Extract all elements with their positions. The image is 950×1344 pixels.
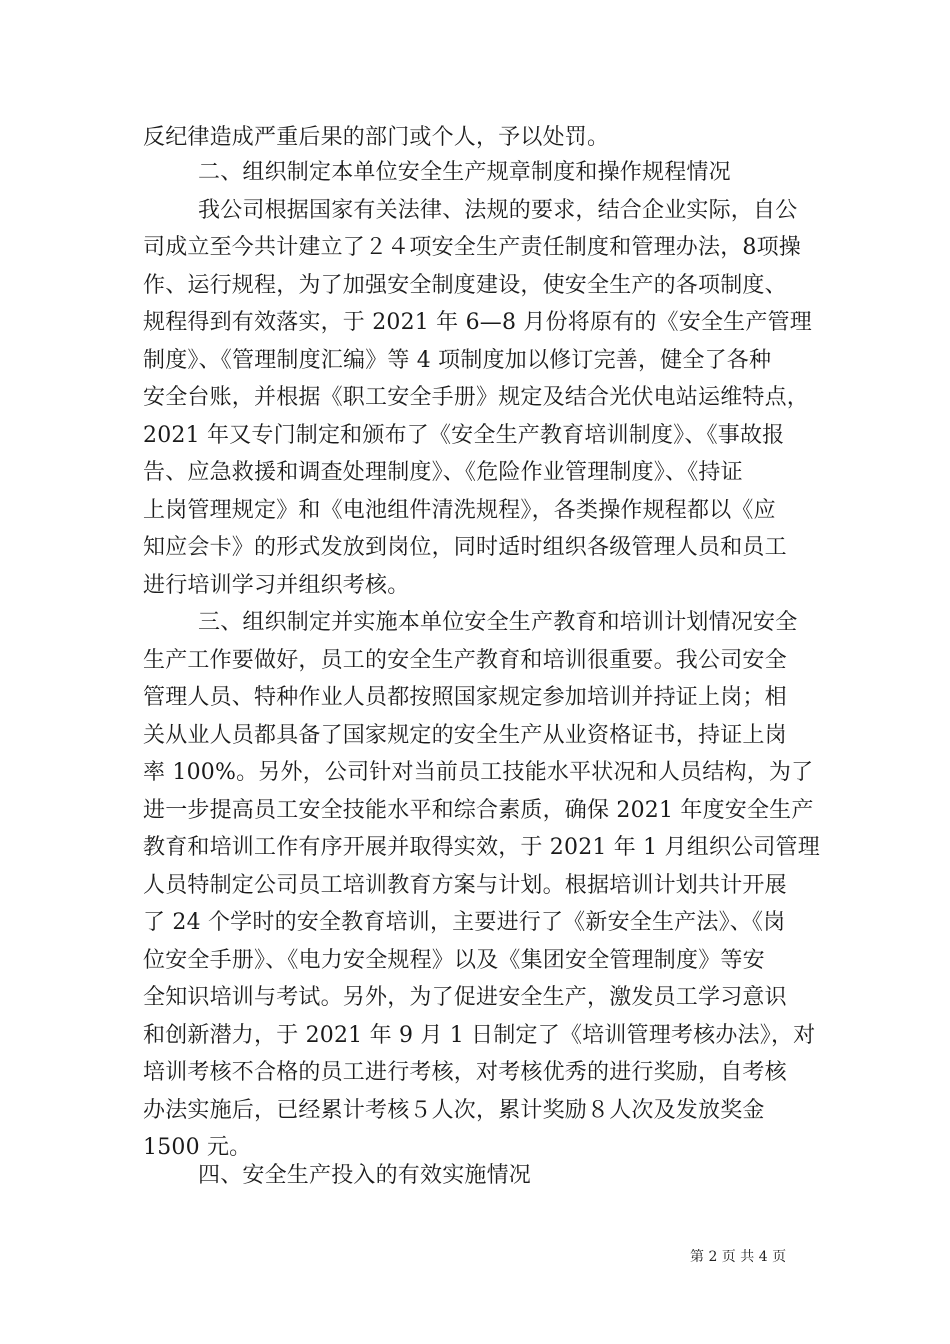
section-heading-2: 二、组织制定本单位安全生产规章制度和操作规程情况 — [198, 160, 731, 185]
text-line: 位安全手册》、《电力安全规程》以及《集团安全管理制度》等安 — [143, 948, 765, 973]
text-line: 1500 元。 — [143, 1135, 252, 1160]
text-line: 制度》、《管理制度汇编》等 4 项制度加以修订完善，健全了各种 — [143, 348, 772, 373]
text-line: 了 24 个学时的安全教育培训，主要进行了《新安全生产法》、《岗 — [143, 910, 786, 935]
text-line: 进一步提高员工安全技能水平和综合素质，确保 2021 年度安全生产 — [143, 798, 814, 823]
text-line: 安全台账，并根据《职工安全手册》规定及结合光伏电站运维特点， — [143, 385, 810, 410]
text-line: 教育和培训工作有序开展并取得实效，于 2021 年 1 月组织公司管理 — [143, 835, 820, 860]
text-line: 人员特制定公司员工培训教育方案与计划。根据培训计划共计开展 — [143, 873, 787, 898]
text-line: 生产工作要做好，员工的安全生产教育和培训很重要。我公司安全 — [143, 648, 787, 673]
text-line: 2021 年又专门制定和颁布了《安全生产教育培训制度》、《事故报 — [143, 423, 785, 448]
section-heading-4: 四、安全生产投入的有效实施情况 — [198, 1163, 532, 1188]
text-line: 率 100%。另外，公司针对当前员工技能水平状况和人员结构，为了 — [143, 760, 814, 785]
text-line: 关从业人员都具备了国家规定的安全生产从业资格证书，持证上岗 — [143, 723, 787, 748]
text-line: 告、应急救援和调查处理制度》、《危险作业管理制度》、《持证 — [143, 460, 743, 485]
text-line: 和创新潜力，于 2021 年 9 月 1 日制定了《培训管理考核办法》，对 — [143, 1023, 816, 1048]
text-line: 作、运行规程，为了加强安全制度建设，使安全生产的各项制度、 — [143, 273, 787, 298]
section-heading-3: 三、组织制定并实施本单位安全生产教育和培训计划情况安全 — [198, 610, 798, 635]
text-line: 进行培训学习并组织考核。 — [143, 573, 410, 598]
text-line: 上岗管理规定》和《电池组件清洗规程》，各类操作规程都以《应 — [143, 498, 776, 523]
text-line: 全知识培训与考试。另外，为了促进安全生产，激发员工学习意识 — [143, 985, 787, 1010]
text-line: 我公司根据国家有关法律、法规的要求，结合企业实际，自公 — [198, 198, 798, 223]
text-line: 反纪律造成严重后果的部门或个人，予以处罚。 — [143, 125, 610, 150]
text-line: 规程得到有效落实，于 2021 年 6—8 月份将原有的《安全生产管理 — [143, 310, 812, 335]
text-line: 培训考核不合格的员工进行考核，对考核优秀的进行奖励，自考核 — [143, 1060, 787, 1085]
text-line: 办法实施后，已经累计考核５人次，累计奖励８人次及发放奖金 — [143, 1098, 765, 1123]
text-line: 司成立至今共计建立了２４项安全生产责任制度和管理办法，8项操 — [143, 235, 801, 260]
text-line: 知应会卡》的形式发放到岗位，同时适时组织各级管理人员和员工 — [143, 535, 787, 560]
text-line: 管理人员、特种作业人员都按照国家规定参加培训并持证上岗；相 — [143, 685, 787, 710]
page-number: 第 2 页 共 4 页 — [690, 1249, 787, 1265]
